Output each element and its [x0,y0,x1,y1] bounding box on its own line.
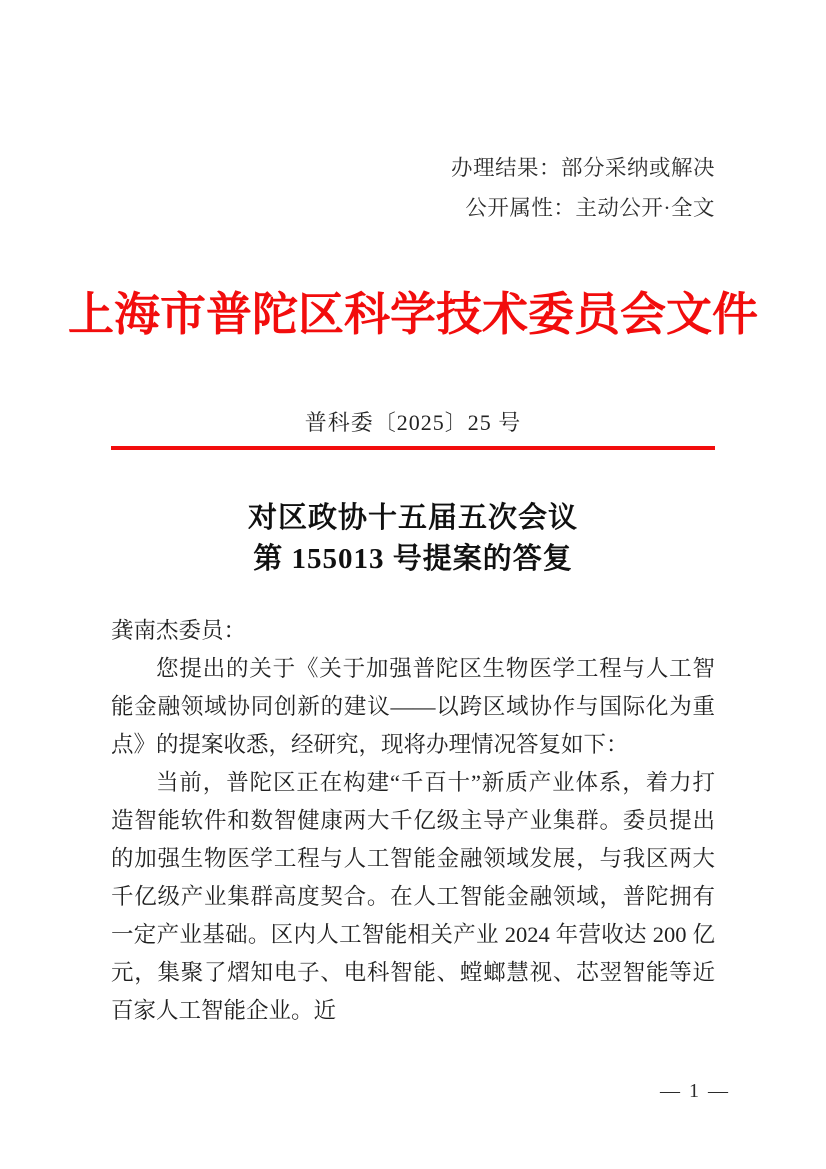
document-title [0,498,826,580]
salutation: 龚南杰委员： [111,618,247,643]
document-number: 普科委〔2025〕25 号 [304,410,522,435]
body-paragraph-1: 您提出的关于《关于加强普陀区生物医学工程与人工智能金融领域协同创新的建议——以跨区域协作与国际化为重点》的提案收悉，经研究，现将办理情况答复如下： [111,656,715,757]
document-title-line2: 第 155013 号提案的答复 [253,543,573,575]
document-body [111,612,715,1030]
page-number: — 1 — [660,1080,730,1102]
document-meta [451,148,715,228]
publicity-line: 公开属性：主动公开·全文 [465,196,715,220]
body-paragraph-2: 当前，普陀区正在构建“千百十”新质产业体系，着力打造智能软件和数智健康两大千亿级主导产业集群。委员提出的加强生物医学工程与人工智能金融领域发展，与我区两大千亿级产业集群高度契合。在人工智能金融领域，普陀拥有一定产业基础。区内人工智能相关产业 2024 年营收达 200 亿元，集聚了熠知电子、电科智能、螳螂慧视、芯翌智能等近百家人工智能企业。近 [111,770,715,1023]
letterhead-divider-rule [111,446,715,450]
agency-letterhead-title: 上海市普陀区科学技术委员会文件 [68,289,758,340]
document-title-line1: 对区政协十五届五次会议 [247,502,578,534]
handling-result-line: 办理结果：部分采纳或解决 [450,156,715,180]
